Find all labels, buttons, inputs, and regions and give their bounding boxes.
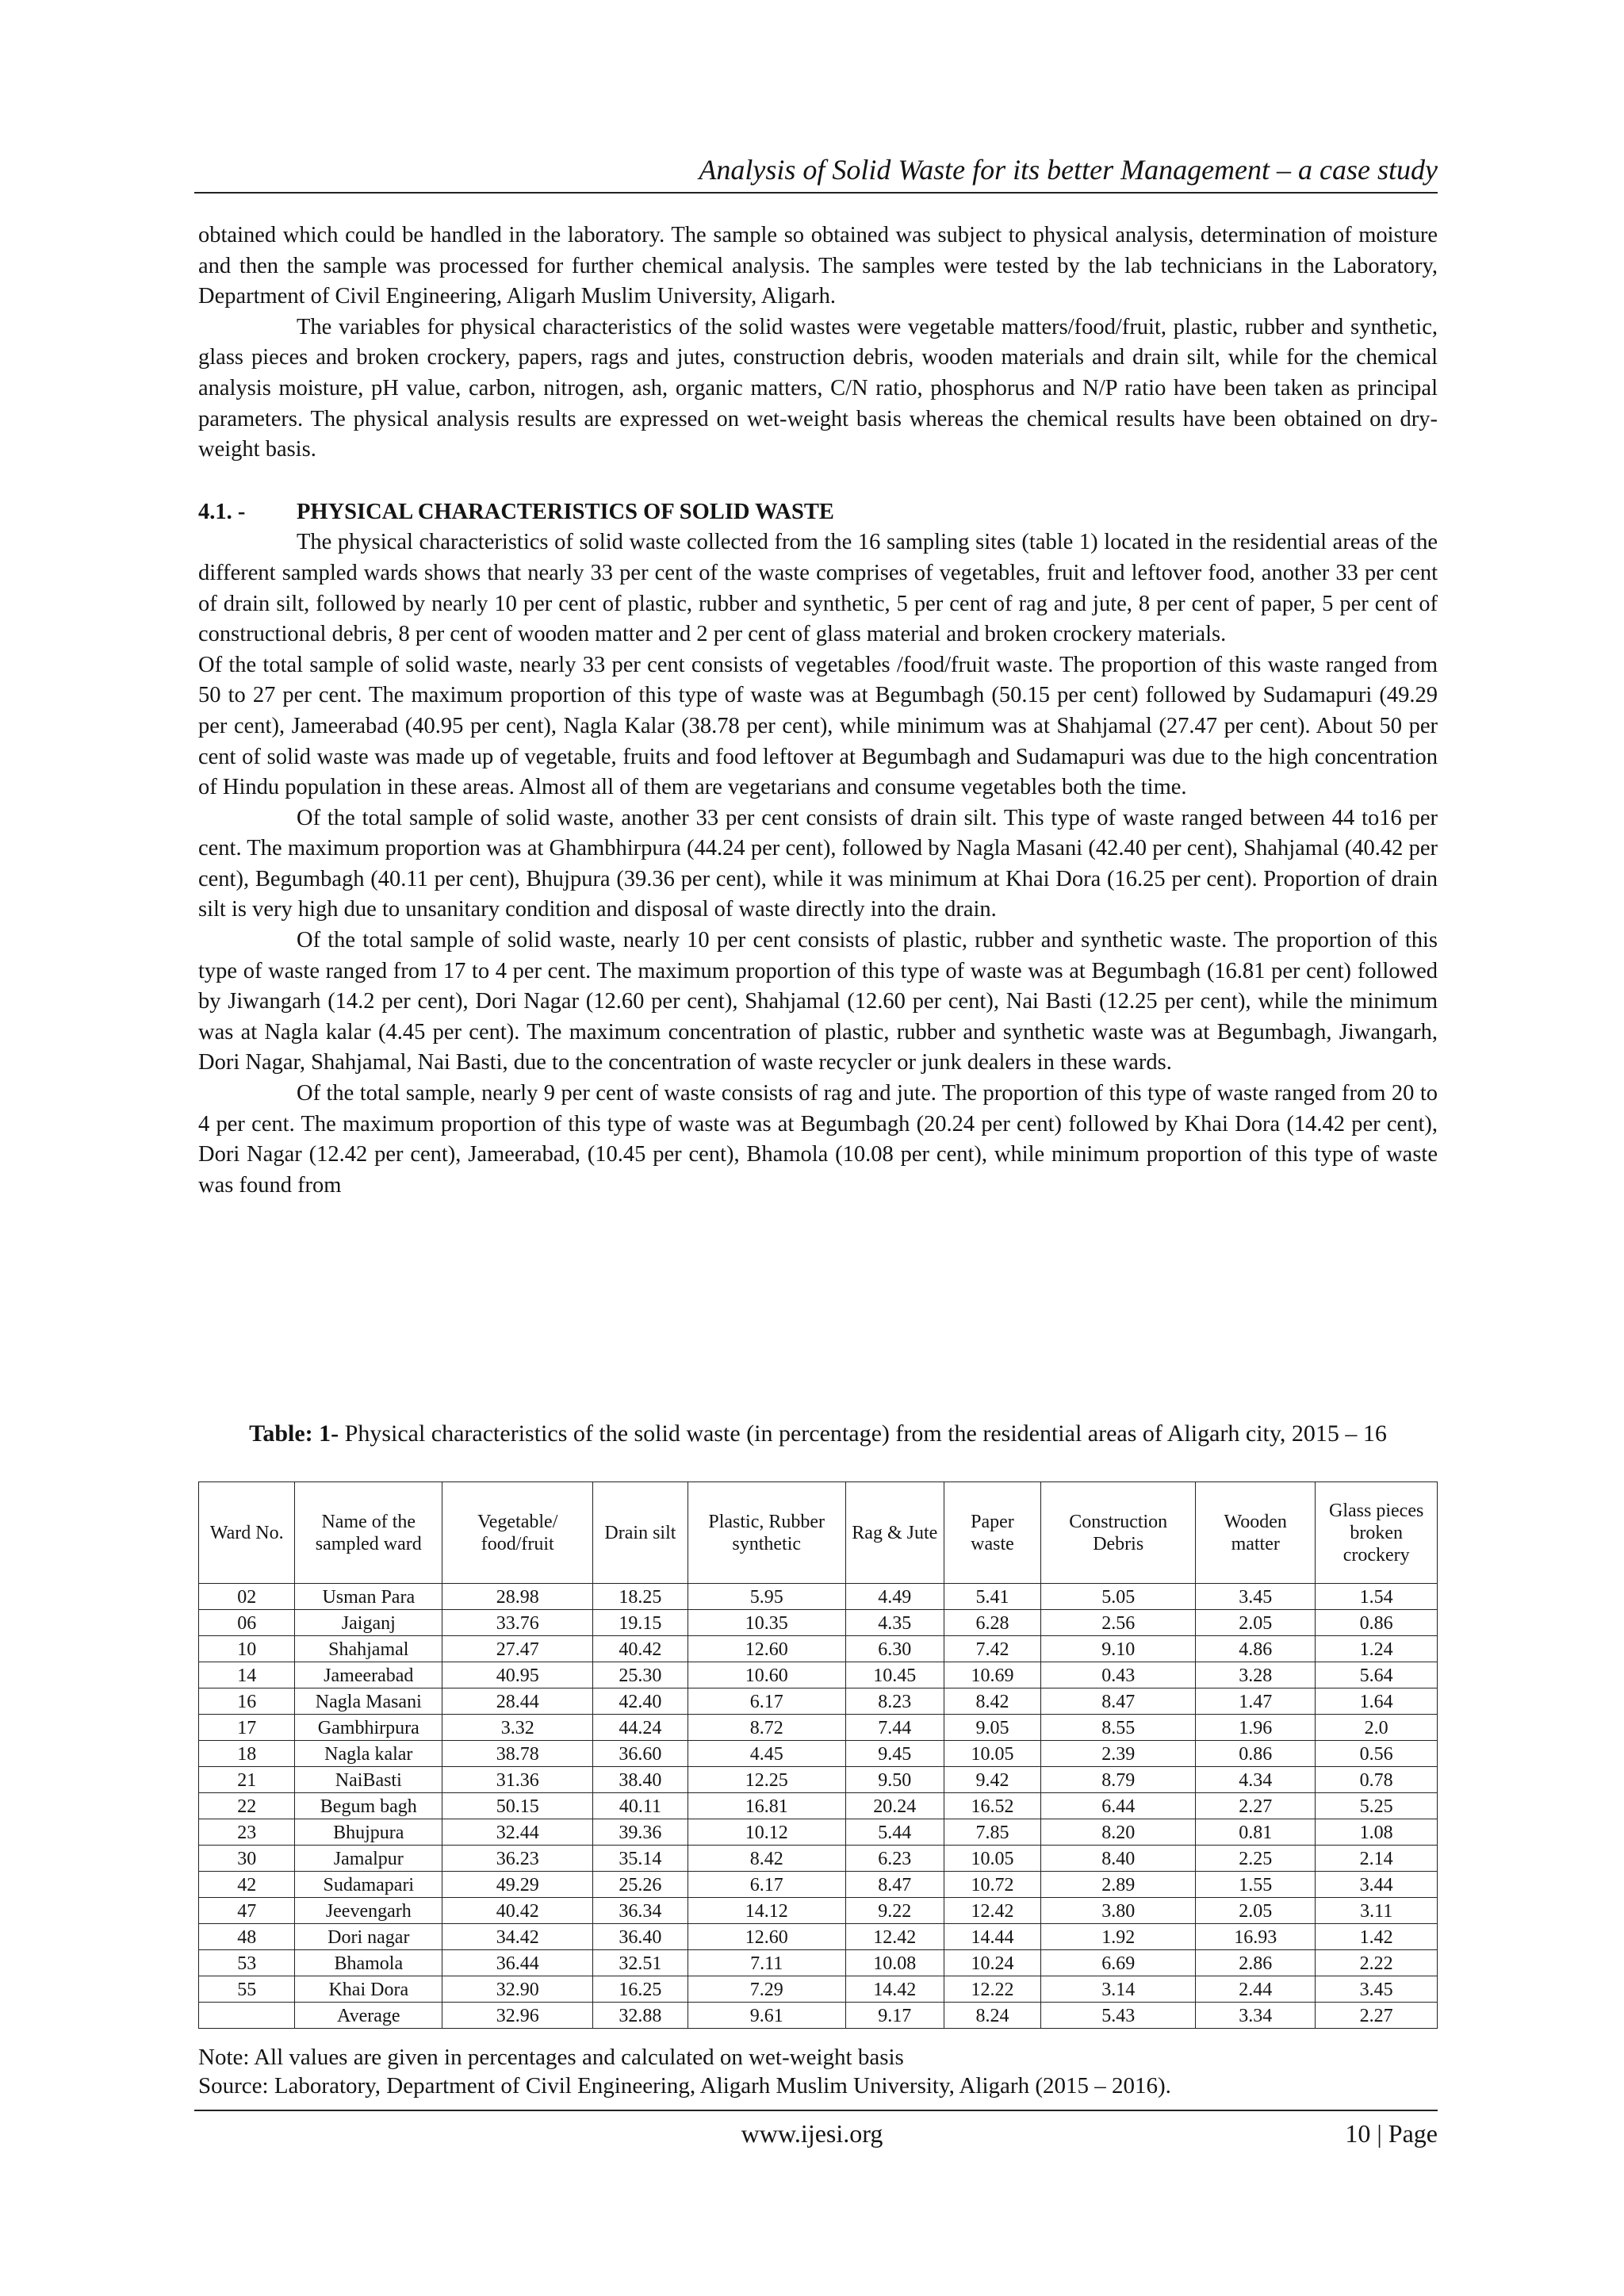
table-cell: 36.44 xyxy=(442,1950,593,1976)
table-cell: 35.14 xyxy=(593,1846,688,1872)
table-cell: 16 xyxy=(199,1688,295,1715)
section-number: 4.1. - xyxy=(198,499,246,524)
table-row xyxy=(199,1767,1438,1793)
table-cell: 2.0 xyxy=(1316,1715,1438,1741)
table-cell: 2.14 xyxy=(1316,1846,1438,1872)
table-row xyxy=(199,1741,1438,1767)
table-cell: 2.25 xyxy=(1196,1846,1316,1872)
table-cell: 4.86 xyxy=(1196,1636,1316,1662)
table-cell: 12.42 xyxy=(845,1924,944,1950)
table-cell: 2.89 xyxy=(1041,1872,1196,1898)
running-title: Analysis of Solid Waste for its better Management – a case study xyxy=(699,154,1438,186)
section-heading xyxy=(198,497,1438,528)
table-caption xyxy=(198,1420,1438,1448)
table-cell: 32.96 xyxy=(442,2003,593,2029)
table-cell: 2.39 xyxy=(1041,1741,1196,1767)
table-cell: 1.92 xyxy=(1041,1924,1196,1950)
table-cell: Nagla kalar xyxy=(295,1741,442,1767)
table-cell: 4.45 xyxy=(688,1741,845,1767)
table-cell: 36.34 xyxy=(593,1898,688,1924)
column-header: Rag & Jute xyxy=(845,1482,944,1584)
table-cell: 14.42 xyxy=(845,1976,944,2003)
table-cell: 8.42 xyxy=(688,1846,845,1872)
table-cell: 30 xyxy=(199,1846,295,1872)
table-cell: 12.25 xyxy=(688,1767,845,1793)
table-cell: 47 xyxy=(199,1898,295,1924)
table-cell: 5.95 xyxy=(688,1584,845,1610)
table-row xyxy=(199,1636,1438,1662)
table-cell: 12.42 xyxy=(944,1898,1041,1924)
column-header: Name of the sampled ward xyxy=(295,1482,442,1584)
table-cell: Jameerabad xyxy=(295,1662,442,1688)
table-cell: 10.05 xyxy=(944,1741,1041,1767)
table-cell: Khai Dora xyxy=(295,1976,442,2003)
table-cell: 50.15 xyxy=(442,1793,593,1819)
table-cell: 8.55 xyxy=(1041,1715,1196,1741)
table-header-row xyxy=(199,1482,1438,1584)
table-cell: 1.64 xyxy=(1316,1688,1438,1715)
table-cell: 8.47 xyxy=(1041,1688,1196,1715)
table-cell: 1.42 xyxy=(1316,1924,1438,1950)
table-cell: 36.60 xyxy=(593,1741,688,1767)
table-cell: 22 xyxy=(199,1793,295,1819)
table-row xyxy=(199,1872,1438,1898)
table-cell: 2.05 xyxy=(1196,1610,1316,1636)
table-cell: 4.49 xyxy=(845,1584,944,1610)
paragraph-1: obtained which could be handled in the laboratory. The sample so obtained was subject to physical analysis, determination of moisture and then the sample was processed for further chemical analysis. The samples were tested by the lab technicians in the Laboratory, Department of Civil Engineering, Aligarh Muslim University, Aligarh. xyxy=(198,223,1438,309)
waste-table xyxy=(198,1481,1438,2029)
table-cell: 1.08 xyxy=(1316,1819,1438,1846)
table-cell: 6.17 xyxy=(688,1872,845,1898)
table-cell: Jaiganj xyxy=(295,1610,442,1636)
table-cell: 44.24 xyxy=(593,1715,688,1741)
table-cell: 16.52 xyxy=(944,1793,1041,1819)
table-cell: Shahjamal xyxy=(295,1636,442,1662)
table-cell: 1.96 xyxy=(1196,1715,1316,1741)
table-cell: 7.44 xyxy=(845,1715,944,1741)
table-cell: 5.64 xyxy=(1316,1662,1438,1688)
table-cell: 32.88 xyxy=(593,2003,688,2029)
column-header: Vegetable/ food/fruit xyxy=(442,1482,593,1584)
table-cell: 8.23 xyxy=(845,1688,944,1715)
table-cell: 7.42 xyxy=(944,1636,1041,1662)
table-row xyxy=(199,1976,1438,2003)
column-header: Plastic, Rubber synthetic xyxy=(688,1482,845,1584)
table-cell: 2.86 xyxy=(1196,1950,1316,1976)
table-cell: 1.47 xyxy=(1196,1688,1316,1715)
table-cell: 40.42 xyxy=(442,1898,593,1924)
table-row xyxy=(199,1950,1438,1976)
table-row xyxy=(199,1924,1438,1950)
table-caption-label: Table: 1- xyxy=(249,1420,339,1447)
table-row xyxy=(199,1793,1438,1819)
table-cell: 8.24 xyxy=(944,2003,1041,2029)
table-cell: 34.42 xyxy=(442,1924,593,1950)
table-cell: 19.15 xyxy=(593,1610,688,1636)
table-notes xyxy=(198,2043,1438,2100)
table-cell: 16.81 xyxy=(688,1793,845,1819)
table-cell: 16.25 xyxy=(593,1976,688,2003)
table-cell: 2.56 xyxy=(1041,1610,1196,1636)
table-cell: 8.79 xyxy=(1041,1767,1196,1793)
table-cell: 0.81 xyxy=(1196,1819,1316,1846)
table-cell: 3.28 xyxy=(1196,1662,1316,1688)
average-row xyxy=(199,2003,1438,2029)
table-cell: 6.17 xyxy=(688,1688,845,1715)
table-cell: 33.76 xyxy=(442,1610,593,1636)
paragraph-4: Of the total sample of solid waste, nearly 33 per cent consists of vegetables /food/fruit waste. The proportion of this waste ranged from 50 to 27 per cent. The maximum proportion of this type of waste was at Begumbagh (50.15 per cent) followed by Sudamapuri (49.29 per cent), Jameerabad (40.95 per cent), Nagla Kalar (38.78 per cent), while minimum was at Shahjamal (27.47 per cent). About 50 per cent of solid waste was made up of vegetable, fruits and food leftover at Begumbagh and Sudamapuri was due to the high concentration of Hindu population in these areas. Almost all of them are vegetarians and consume vegetables both the time. xyxy=(198,652,1438,800)
table-cell: Bhujpura xyxy=(295,1819,442,1846)
table-cell: 3.45 xyxy=(1316,1976,1438,2003)
table-cell: 10.35 xyxy=(688,1610,845,1636)
column-header: Paper waste xyxy=(944,1482,1041,1584)
table-cell: Begum bagh xyxy=(295,1793,442,1819)
table-cell: 5.44 xyxy=(845,1819,944,1846)
table-cell: 25.30 xyxy=(593,1662,688,1688)
table-cell: 06 xyxy=(199,1610,295,1636)
table-row xyxy=(199,1715,1438,1741)
table-cell: 10.45 xyxy=(845,1662,944,1688)
table-cell: 9.05 xyxy=(944,1715,1041,1741)
table-cell: 39.36 xyxy=(593,1819,688,1846)
table-cell: 8.20 xyxy=(1041,1819,1196,1846)
table-cell: 31.36 xyxy=(442,1767,593,1793)
table-row xyxy=(199,1610,1438,1636)
table-cell: 9.42 xyxy=(944,1767,1041,1793)
table-row xyxy=(199,1584,1438,1610)
table-cell: 3.44 xyxy=(1316,1872,1438,1898)
footer-url: www.ijesi.org xyxy=(741,2119,883,2148)
paragraph-6: Of the total sample of solid waste, nearly 10 per cent consists of plastic, rubber and synthetic waste. The proportion of this type of waste ranged from 17 to 4 per cent. The maximum proportion of this type of waste was at Begumbagh (16.81 per cent) followed by Jiwangarh (14.2 per cent), Dori Nagar (12.60 per cent), Shahjamal (12.60 per cent), Nai Basti (12.25 per cent), while the minimum was at Nagla kalar (4.45 per cent). The maximum concentration of plastic, rubber and synthetic waste was at Begumbagh, Jiwangarh, Dori Nagar, Shahjamal, Nai Basti, due to the concentration of waste recycler or junk dealers in these wards. xyxy=(198,928,1438,1075)
table-note: Note: All values are given in percentages and calculated on wet-weight basis xyxy=(198,2045,904,2070)
table-cell: 40.42 xyxy=(593,1636,688,1662)
section-title: PHYSICAL CHARACTERISTICS OF SOLID WASTE xyxy=(297,499,834,524)
table-cell: 10 xyxy=(199,1636,295,1662)
table-cell: 14.12 xyxy=(688,1898,845,1924)
body-text xyxy=(198,220,1438,1201)
table-row xyxy=(199,1846,1438,1872)
table-cell: 8.42 xyxy=(944,1688,1041,1715)
table-cell: 3.45 xyxy=(1196,1584,1316,1610)
table-cell: 0.56 xyxy=(1316,1741,1438,1767)
table-row xyxy=(199,1898,1438,1924)
table-cell: 14 xyxy=(199,1662,295,1688)
table-cell: 32.51 xyxy=(593,1950,688,1976)
table-cell: 18 xyxy=(199,1741,295,1767)
table-cell: 49.29 xyxy=(442,1872,593,1898)
table-cell: 3.14 xyxy=(1041,1976,1196,2003)
table-cell: 8.40 xyxy=(1041,1846,1196,1872)
table-cell: 12.60 xyxy=(688,1636,845,1662)
table-cell: 7.11 xyxy=(688,1950,845,1976)
table-cell: 8.72 xyxy=(688,1715,845,1741)
table-cell xyxy=(199,2003,295,2029)
page-number: 10 | Page xyxy=(1345,2119,1438,2148)
table-cell: 16.93 xyxy=(1196,1924,1316,1950)
header-rule xyxy=(194,192,1438,194)
table-cell: Nagla Masani xyxy=(295,1688,442,1715)
table-cell: 10.24 xyxy=(944,1950,1041,1976)
table-body xyxy=(199,1584,1438,2029)
table-cell: 5.43 xyxy=(1041,2003,1196,2029)
table-cell: 6.30 xyxy=(845,1636,944,1662)
table-cell: 0.86 xyxy=(1196,1741,1316,1767)
paragraph-3: The physical characteristics of solid waste collected from the 16 sampling sites (table 1) located in the residential areas of the different sampled wards shows that nearly 33 per cent of the waste comprises of vegetables, fruit and leftover food, another 33 per cent of drain silt, followed by nearly 10 per cent of plastic, rubber and synthetic, 5 per cent of rag and jute, 8 per cent of paper, 5 per cent of constructional debris, 8 per cent of wooden matter and 2 per cent of glass material and broken crockery materials. xyxy=(198,530,1438,647)
table-cell: 3.80 xyxy=(1041,1898,1196,1924)
table-cell: 9.10 xyxy=(1041,1636,1196,1662)
table-caption-text: Physical characteristics of the solid waste (in percentage) from the residential areas of Aligarh city, 2015 – 16 xyxy=(339,1420,1387,1447)
table-cell: 10.72 xyxy=(944,1872,1041,1898)
table-cell: 10.05 xyxy=(944,1846,1041,1872)
table-cell: Bhamola xyxy=(295,1950,442,1976)
table-cell: 2.44 xyxy=(1196,1976,1316,2003)
table-cell: 3.11 xyxy=(1316,1898,1438,1924)
column-header: Wooden matter xyxy=(1196,1482,1316,1584)
table-cell: 3.32 xyxy=(442,1715,593,1741)
column-header: Construction Debris xyxy=(1041,1482,1196,1584)
table-cell: 10.12 xyxy=(688,1819,845,1846)
table-cell: 1.55 xyxy=(1196,1872,1316,1898)
table-cell: 8.47 xyxy=(845,1872,944,1898)
table-cell: 6.28 xyxy=(944,1610,1041,1636)
table-cell: 53 xyxy=(199,1950,295,1976)
table-cell: 17 xyxy=(199,1715,295,1741)
table-source: Source: Laboratory, Department of Civil Engineering, Aligarh Muslim University, Aligarh (2015 – 2016). xyxy=(198,2073,1171,2099)
table-cell: 9.45 xyxy=(845,1741,944,1767)
table-cell: 42.40 xyxy=(593,1688,688,1715)
table-row xyxy=(199,1688,1438,1715)
table-cell: 10.08 xyxy=(845,1950,944,1976)
table-cell: 32.44 xyxy=(442,1819,593,1846)
table-cell: 12.22 xyxy=(944,1976,1041,2003)
table-cell: Average xyxy=(295,2003,442,2029)
table-cell: Gambhirpura xyxy=(295,1715,442,1741)
table-cell: 42 xyxy=(199,1872,295,1898)
table-cell: 25.26 xyxy=(593,1872,688,1898)
table-cell: 18.25 xyxy=(593,1584,688,1610)
table-cell: 21 xyxy=(199,1767,295,1793)
table-cell: 9.22 xyxy=(845,1898,944,1924)
column-header: Glass pieces broken crockery xyxy=(1316,1482,1438,1584)
table-cell: 38.40 xyxy=(593,1767,688,1793)
column-header: Drain silt xyxy=(593,1482,688,1584)
table-cell: 14.44 xyxy=(944,1924,1041,1950)
table-cell: 10.60 xyxy=(688,1662,845,1688)
table-cell: Jeevengarh xyxy=(295,1898,442,1924)
table-cell: 55 xyxy=(199,1976,295,2003)
table-cell: 9.50 xyxy=(845,1767,944,1793)
table-cell: 1.54 xyxy=(1316,1584,1438,1610)
paragraph-7: Of the total sample, nearly 9 per cent of waste consists of rag and jute. The proportion of this type of waste ranged from 20 to 4 per cent. The maximum proportion of this type of waste was at Begumbagh (20.24 per cent) followed by Khai Dora (14.42 per cent), Dori Nagar (12.42 per cent), Jameerabad, (10.45 per cent), Bhamola (10.08 per cent), while minimum proportion of this type of waste was found from xyxy=(198,1081,1438,1198)
table-cell: 6.23 xyxy=(845,1846,944,1872)
table-cell: 1.24 xyxy=(1316,1636,1438,1662)
table-cell: 4.34 xyxy=(1196,1767,1316,1793)
table-cell: 28.44 xyxy=(442,1688,593,1715)
table-cell: 0.43 xyxy=(1041,1662,1196,1688)
table-cell: 0.86 xyxy=(1316,1610,1438,1636)
table-cell: 4.35 xyxy=(845,1610,944,1636)
table-cell: 6.69 xyxy=(1041,1950,1196,1976)
table-cell: 0.78 xyxy=(1316,1767,1438,1793)
table-cell: 38.78 xyxy=(442,1741,593,1767)
table-cell: 48 xyxy=(199,1924,295,1950)
table-cell: 5.41 xyxy=(944,1584,1041,1610)
table-cell: 23 xyxy=(199,1819,295,1846)
table-cell: 02 xyxy=(199,1584,295,1610)
table-cell: NaiBasti xyxy=(295,1767,442,1793)
table-cell: 9.61 xyxy=(688,2003,845,2029)
table-cell: 6.44 xyxy=(1041,1793,1196,1819)
table-cell: 36.40 xyxy=(593,1924,688,1950)
table-cell: 32.90 xyxy=(442,1976,593,2003)
table-cell: 27.47 xyxy=(442,1636,593,1662)
table-cell: 28.98 xyxy=(442,1584,593,1610)
table-cell: 10.69 xyxy=(944,1662,1041,1688)
table-cell: 12.60 xyxy=(688,1924,845,1950)
table-cell: 40.95 xyxy=(442,1662,593,1688)
table-cell: 20.24 xyxy=(845,1793,944,1819)
footer-rule xyxy=(194,2110,1438,2111)
table-row xyxy=(199,1819,1438,1846)
table-cell: Sudamapari xyxy=(295,1872,442,1898)
table-cell: 9.17 xyxy=(845,2003,944,2029)
table-cell: 5.05 xyxy=(1041,1584,1196,1610)
table-cell: 2.27 xyxy=(1316,2003,1438,2029)
table-cell: Dori nagar xyxy=(295,1924,442,1950)
table-cell: 2.05 xyxy=(1196,1898,1316,1924)
paragraph-5: Of the total sample of solid waste, another 33 per cent consists of drain silt. This type of waste ranged between 44 to16 per cent. The maximum proportion was at Ghambhirpura (44.24 per cent), followed by Nagla Masani (42.40 per cent), Shahjamal (40.42 per cent), Begumbagh (40.11 per cent), Bhujpura (39.36 per cent), while it was minimum at Khai Dora (16.25 per cent). Proportion of drain silt is very high due to unsanitary condition and disposal of waste directly into the drain. xyxy=(198,805,1438,922)
table-cell: 2.22 xyxy=(1316,1950,1438,1976)
paragraph-2: The variables for physical characteristics of the solid wastes were vegetable matters/food/fruit, plastic, rubber and synthetic, glass pieces and broken crockery, papers, rags and jutes, construction debris, wooden materials and drain silt, while for the chemical analysis moisture, pH value, carbon, nitrogen, ash, organic matters, C/N ratio, phosphorus and N/P ratio have been taken as principal parameters. The physical analysis results are expressed on wet-weight basis whereas the chemical results have been obtained on dry- weight basis. xyxy=(198,314,1438,462)
table-cell: 40.11 xyxy=(593,1793,688,1819)
table-cell: 7.29 xyxy=(688,1976,845,2003)
table-cell: Usman Para xyxy=(295,1584,442,1610)
table-cell: 7.85 xyxy=(944,1819,1041,1846)
column-header: Ward No. xyxy=(199,1482,295,1584)
table-cell: 36.23 xyxy=(442,1846,593,1872)
table-cell: Jamalpur xyxy=(295,1846,442,1872)
table-cell: 5.25 xyxy=(1316,1793,1438,1819)
table-cell: 2.27 xyxy=(1196,1793,1316,1819)
table-cell: 3.34 xyxy=(1196,2003,1316,2029)
table-row xyxy=(199,1662,1438,1688)
